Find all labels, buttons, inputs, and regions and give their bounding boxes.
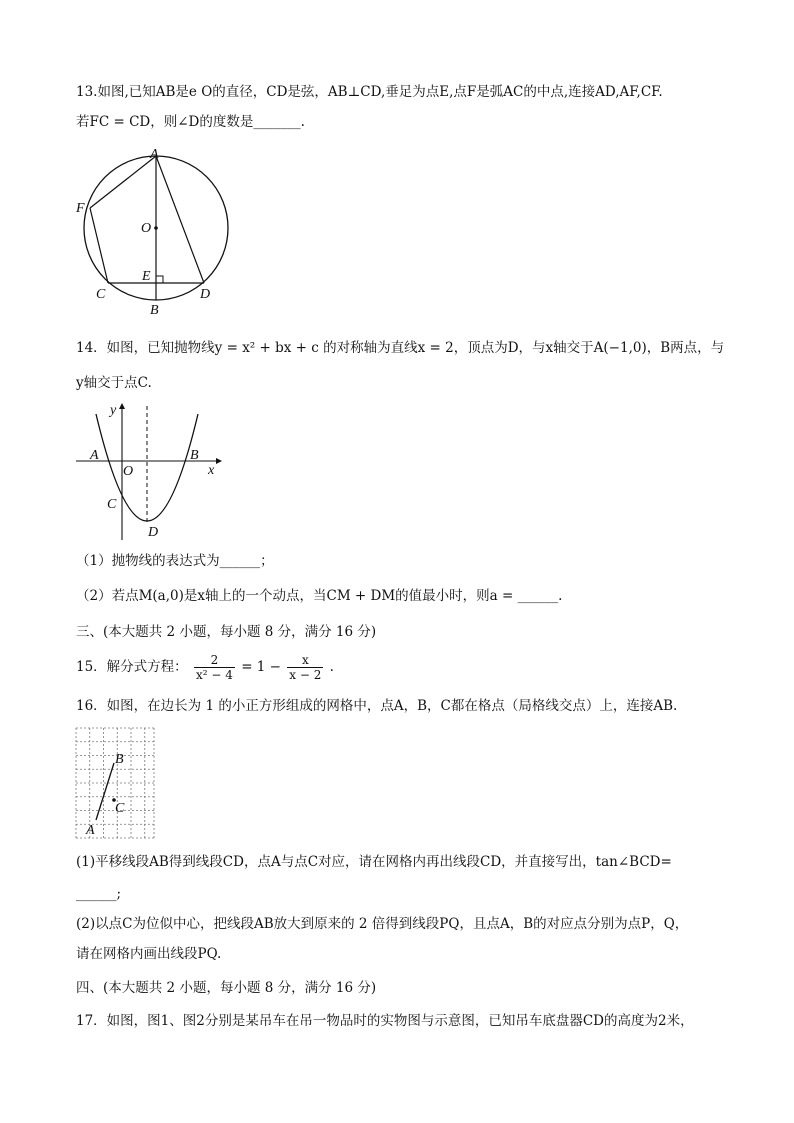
label-o: O: [123, 464, 134, 479]
label-x: x: [208, 463, 215, 478]
q14-part-1: （1）抛物线的表达式为______；: [76, 553, 274, 569]
label-o: O: [141, 221, 152, 236]
label-c: C: [107, 497, 117, 512]
fraction-1-numerator: 2: [194, 653, 235, 668]
fraction-2-numerator: x: [287, 653, 323, 668]
figure-16-grid: [70, 722, 160, 844]
label-a: A: [90, 448, 99, 463]
label-d: D: [148, 525, 159, 540]
segment-ad: [156, 156, 204, 283]
fraction-2: [287, 653, 323, 682]
figure-13-circle-diagram: [70, 142, 240, 317]
label-b: B: [115, 752, 124, 767]
x-axis-arrow: [216, 458, 222, 464]
q15-middle: = 1 −: [241, 659, 281, 675]
center-point-o: [154, 226, 158, 230]
label-b: B: [150, 303, 159, 317]
q14-line-1: 14．如图，已知抛物线y = x² + bx + c 的对称轴为直线x = 2，顶点为D，与x轴交于A(−1,0)，B两点，与: [76, 340, 725, 356]
figure-14-parabola-diagram: [70, 400, 230, 545]
q16-part-1-line-1: (1)平移线段AB得到线段CD，点A与点C对应，请在网格内再出线段CD，并直接写出，tan∠BCD=: [76, 854, 672, 870]
label-y: y: [110, 403, 117, 418]
label-d: D: [200, 287, 211, 302]
label-f: F: [76, 201, 85, 216]
q13-line-1: 13.如图,已知AB是e O的直径，CD是弦，AB⊥CD,垂足为点E,点F是弧AC的中点,连接AD,AF,CF.: [76, 84, 663, 100]
section-3-heading: 三、(本大题共 2 小题，每小题 8 分，满分 16 分): [76, 624, 377, 640]
label-c: C: [115, 801, 125, 816]
grid-lines: [76, 728, 154, 838]
q14-line-2: y轴交于点C.: [76, 375, 152, 391]
label-a: A: [150, 147, 159, 162]
fraction-2-denominator: x − 2: [289, 668, 322, 682]
label-e: E: [142, 269, 151, 284]
fraction-1-denominator: x² − 4: [195, 668, 233, 682]
q15-suffix: .: [329, 659, 334, 675]
q15-equation: [76, 652, 334, 682]
q17-line: 17．如图，图1、图2分别是某吊车在吊一物品时的实物图与示意图，已知吊车底盘器CD的高度为2米，: [76, 1013, 694, 1029]
q14-part-2: （2）若点M(a,0)是x轴上的一个动点，当CM + DM的值最小时，则a = ______.: [76, 588, 563, 604]
fraction-1: [194, 653, 235, 682]
segment-ab: [96, 763, 114, 820]
section-4-heading: 四、(本大题共 2 小题，每小题 8 分，满分 16 分): [76, 980, 377, 996]
q16-part-2-line-1: (2)以点C为位似中心，把线段AB放大到原来的 2 倍得到线段PQ，且点A，B的对应点分别为点P，Q，: [76, 916, 689, 932]
label-a: A: [86, 823, 95, 838]
right-angle-mark: [156, 276, 163, 283]
y-axis-arrow: [119, 403, 125, 409]
label-c: C: [96, 287, 106, 302]
label-b: B: [190, 448, 199, 463]
q16-line: 16．如图，在边长为 1 的小正方形组成的网格中，点A，B，C都在格点（局格线交点）上，连接AB.: [76, 698, 678, 714]
q13-line-2: 若FC = CD，则∠D的度数是_______.: [76, 114, 305, 130]
q15-prefix: 15．解分式方程：: [76, 659, 188, 675]
q16-part-1-line-2: ______;: [76, 886, 122, 902]
q16-part-2-line-2: 请在网格内画出线段PQ.: [76, 946, 222, 962]
